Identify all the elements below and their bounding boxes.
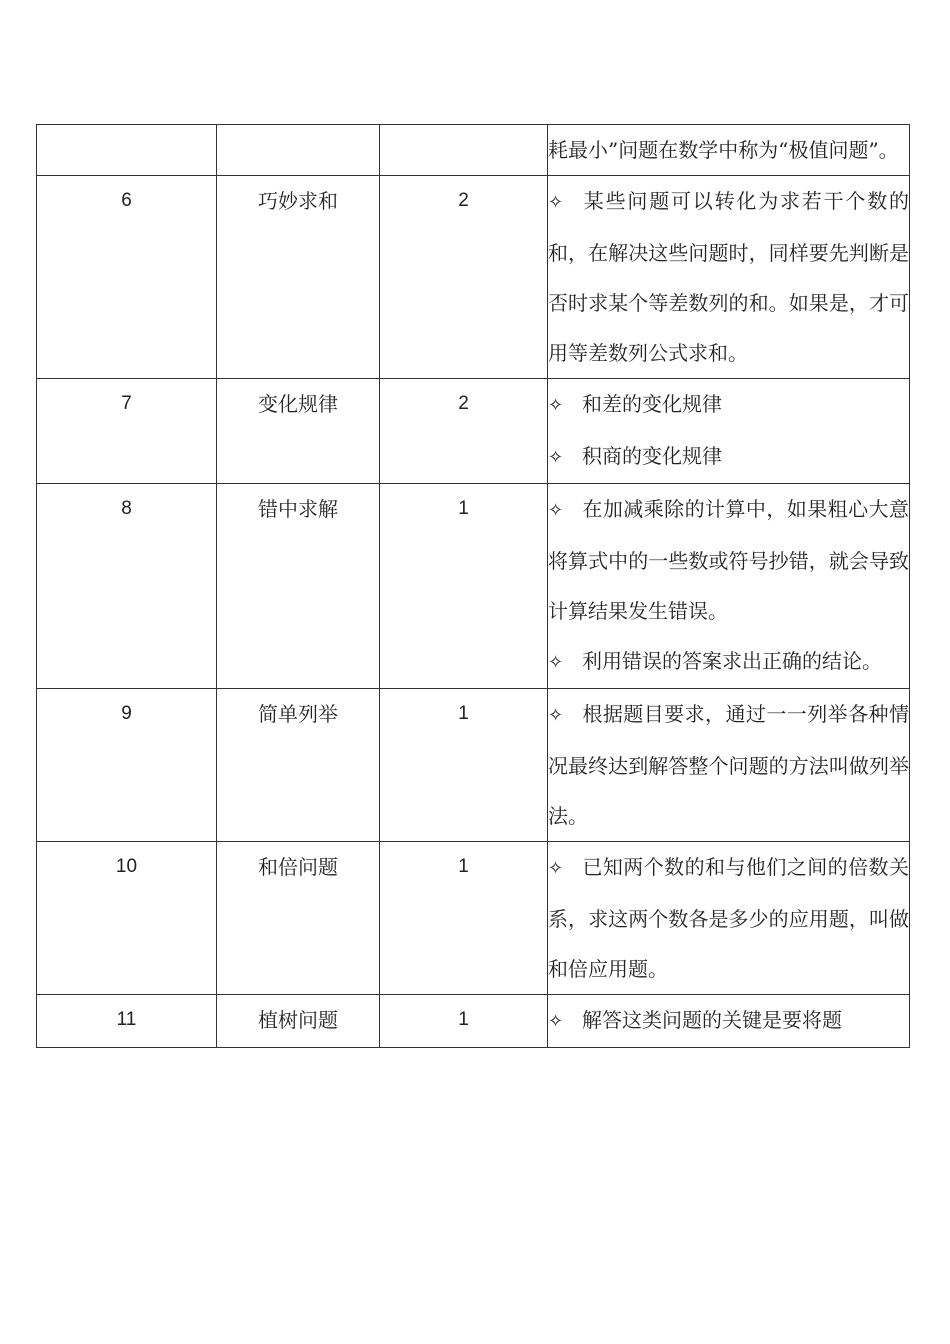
description-paragraph (548, 431, 909, 483)
description-paragraph (548, 176, 909, 378)
row-description (548, 995, 910, 1048)
row-count: 1 (380, 484, 548, 689)
description-paragraph (548, 379, 909, 431)
row-count: 1 (380, 689, 548, 842)
table-row (37, 689, 910, 842)
sparkle-bullet-icon: ✧ (548, 192, 564, 213)
row-topic: 和倍问题 (217, 842, 380, 995)
row-count: 1 (380, 842, 548, 995)
description-text: 已知两个数的和与他们之间的倍数关系，求这两个数各是多少的应用题，叫做和倍应用题。 (548, 855, 909, 981)
row-topic: 变化规律 (217, 379, 380, 484)
sparkle-bullet-icon: ✧ (548, 1011, 564, 1032)
row-number (37, 125, 217, 176)
description-paragraph (548, 125, 909, 175)
description-text: 在加减乘除的计算中，如果粗心大意将算式中的一些数或符号抄错，就会导致计算结果发生错误。 (548, 497, 909, 623)
table-row (37, 379, 910, 484)
lesson-table (36, 124, 910, 1048)
table-row (37, 995, 910, 1048)
row-description (548, 379, 910, 484)
sparkle-bullet-icon: ✧ (548, 500, 564, 521)
row-description (548, 176, 910, 379)
row-number: 7 (37, 379, 217, 484)
row-number: 9 (37, 689, 217, 842)
table-row (37, 842, 910, 995)
description-text: 利用错误的答案求出正确的结论。 (582, 649, 882, 673)
description-paragraph (548, 689, 909, 841)
description-text: 解答这类问题的关键是要将题 (582, 1008, 842, 1032)
row-topic: 巧妙求和 (217, 176, 380, 379)
row-count: 2 (380, 379, 548, 484)
row-count (380, 125, 548, 176)
row-count: 1 (380, 995, 548, 1048)
table-row (37, 176, 910, 379)
description-text: 某些问题可以转化为求若干个数的和，在解决这些问题时，同样要先判断是否时求某个等差数列的和。如果是，才可用等差数列公式求和。 (548, 189, 909, 365)
row-description (548, 125, 910, 176)
row-description (548, 842, 910, 995)
description-text: 和差的变化规律 (582, 392, 722, 416)
description-paragraph (548, 484, 909, 636)
row-topic: 植树问题 (217, 995, 380, 1048)
row-number: 11 (37, 995, 217, 1048)
sparkle-bullet-icon: ✧ (548, 858, 564, 879)
description-text: 积商的变化规律 (582, 444, 722, 468)
description-paragraph (548, 995, 909, 1047)
sparkle-bullet-icon: ✧ (548, 705, 564, 726)
row-topic: 简单列举 (217, 689, 380, 842)
description-text: 耗最小”问题在数学中称为“极值问题”。 (548, 138, 899, 162)
sparkle-bullet-icon: ✧ (548, 395, 564, 416)
row-count: 2 (380, 176, 548, 379)
sparkle-bullet-icon: ✧ (548, 447, 564, 468)
row-topic: 错中求解 (217, 484, 380, 689)
table-body (37, 125, 910, 1048)
row-description (548, 689, 910, 842)
table-row (37, 484, 910, 689)
description-text: 根据题目要求，通过一一列举各种情况最终达到解答整个问题的方法叫做列举法。 (548, 702, 909, 828)
description-paragraph (548, 842, 909, 994)
row-number: 6 (37, 176, 217, 379)
table-row (37, 125, 910, 176)
description-paragraph (548, 636, 909, 688)
row-number: 8 (37, 484, 217, 689)
row-number: 10 (37, 842, 217, 995)
sparkle-bullet-icon: ✧ (548, 652, 564, 673)
row-description (548, 484, 910, 689)
row-topic (217, 125, 380, 176)
